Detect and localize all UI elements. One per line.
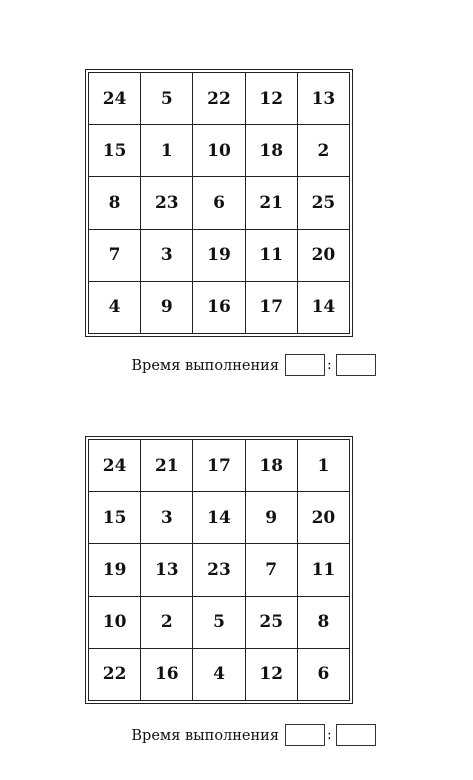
table-cell: 24 <box>89 440 141 492</box>
table-cell: 5 <box>193 597 245 649</box>
time-label-1: Время выполнения <box>131 358 279 374</box>
table-cell: 15 <box>89 125 141 177</box>
table-cell: 16 <box>193 282 245 334</box>
time-separator-1: : <box>327 357 332 373</box>
table-cell: 25 <box>246 597 298 649</box>
table-cell: 7 <box>89 230 141 282</box>
table-cell: 21 <box>246 177 298 229</box>
time-row-2 <box>0 724 473 748</box>
seconds-box-2[interactable] <box>336 724 376 746</box>
table-cell: 18 <box>246 440 298 492</box>
table-cell: 22 <box>89 649 141 701</box>
table-cell: 6 <box>193 177 245 229</box>
table-cell: 20 <box>298 492 350 544</box>
table-cell: 2 <box>298 125 350 177</box>
table-cell: 10 <box>193 125 245 177</box>
table-cell: 1 <box>141 125 193 177</box>
table-cell: 24 <box>89 73 141 125</box>
schulte-table-1 <box>85 69 353 337</box>
table-cell: 13 <box>141 544 193 596</box>
table-cell: 4 <box>193 649 245 701</box>
table-cell: 21 <box>141 440 193 492</box>
table-cell: 11 <box>246 230 298 282</box>
table-cell: 23 <box>141 177 193 229</box>
table-cell: 2 <box>141 597 193 649</box>
table-cell: 7 <box>246 544 298 596</box>
table-cell: 5 <box>141 73 193 125</box>
table-cell: 9 <box>246 492 298 544</box>
table-cell: 4 <box>89 282 141 334</box>
table-cell: 8 <box>298 597 350 649</box>
table-cell: 17 <box>246 282 298 334</box>
table-cell: 16 <box>141 649 193 701</box>
table-cell: 14 <box>193 492 245 544</box>
table-cell: 20 <box>298 230 350 282</box>
table-cell: 19 <box>89 544 141 596</box>
table-cell: 18 <box>246 125 298 177</box>
table-cell: 17 <box>193 440 245 492</box>
table-cell: 19 <box>193 230 245 282</box>
table-cell: 13 <box>298 73 350 125</box>
table-cell: 12 <box>246 73 298 125</box>
table-cell: 8 <box>89 177 141 229</box>
table-cell: 23 <box>193 544 245 596</box>
schulte-grid-2 <box>88 439 350 701</box>
time-label-2: Время выполнения <box>131 728 279 744</box>
table-cell: 10 <box>89 597 141 649</box>
table-cell: 25 <box>298 177 350 229</box>
time-row-1 <box>0 354 473 378</box>
table-cell: 15 <box>89 492 141 544</box>
table-cell: 12 <box>246 649 298 701</box>
table-cell: 14 <box>298 282 350 334</box>
table-cell: 6 <box>298 649 350 701</box>
time-separator-2: : <box>327 727 332 743</box>
table-cell: 3 <box>141 230 193 282</box>
table-cell: 3 <box>141 492 193 544</box>
minutes-box-1[interactable] <box>285 354 325 376</box>
minutes-box-2[interactable] <box>285 724 325 746</box>
schulte-grid-1 <box>88 72 350 334</box>
table-cell: 11 <box>298 544 350 596</box>
table-cell: 9 <box>141 282 193 334</box>
schulte-table-2 <box>85 436 353 704</box>
table-cell: 22 <box>193 73 245 125</box>
table-cell: 1 <box>298 440 350 492</box>
seconds-box-1[interactable] <box>336 354 376 376</box>
